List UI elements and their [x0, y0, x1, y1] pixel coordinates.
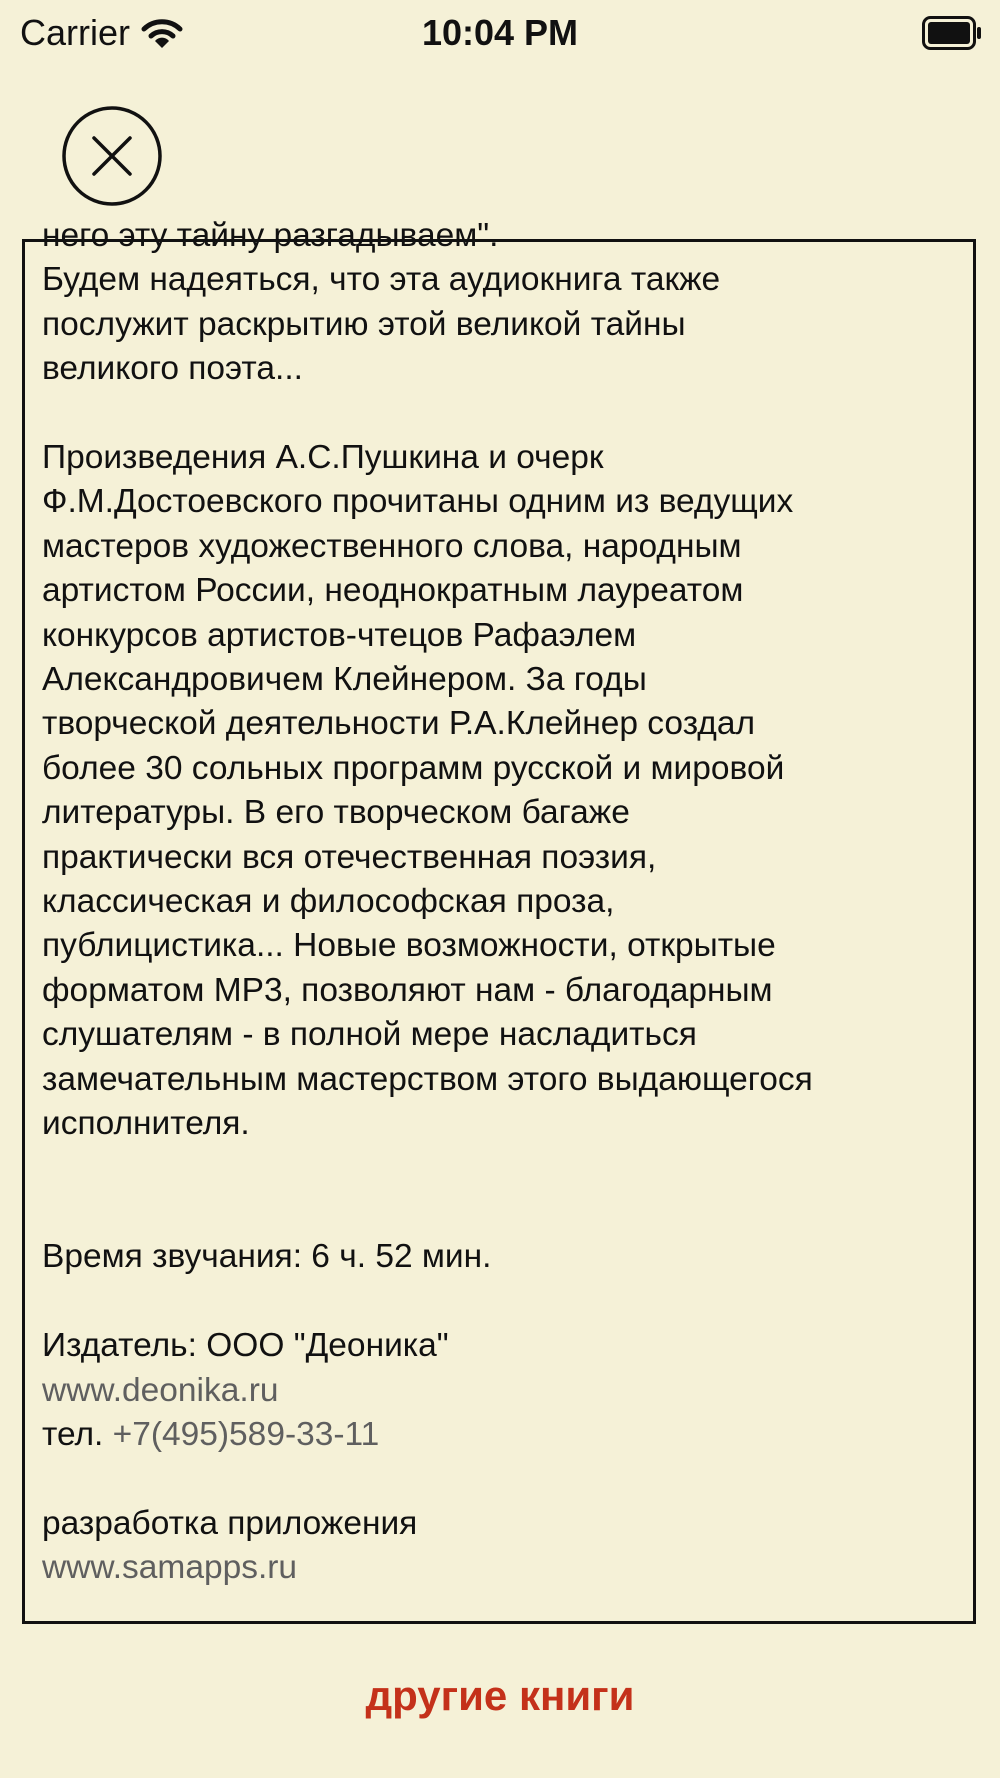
description-scroll-area[interactable]: [22, 217, 976, 1624]
developer-label: разработка приложения: [42, 1504, 418, 1542]
status-time: 10:04 PM: [421, 12, 579, 53]
text-line: форматом MP3, позволяют нам - благодарным: [42, 971, 773, 1009]
phone-label: тел.: [42, 1415, 113, 1453]
text-line: Будем надеяться, что эта аудиокнига также: [42, 261, 721, 299]
publisher-text: Издатель: ООО "Деоника": [42, 1327, 449, 1365]
text-line: великого поэта...: [42, 350, 303, 388]
text-line: творческой деятельности Р.А.Клейнер создал: [42, 705, 756, 743]
text-line: классическая и философская проза,: [42, 883, 615, 921]
text-line: конкурсов артистов-чтецов Рафаэлем: [42, 616, 637, 654]
text-line: публицистика... Новые возможности, открытые: [42, 927, 776, 965]
text-line: слушателям - в полной мере насладиться: [42, 1016, 697, 1054]
other-books-button[interactable]: другие книги: [0, 1672, 1000, 1720]
close-icon: [60, 104, 164, 208]
text-line: исполнителя.: [42, 1105, 250, 1143]
text-line: послужит раскрытию этой великой тайны: [42, 305, 686, 343]
battery-icon: [922, 16, 982, 50]
text-line: практически вся отечественная поэзия,: [42, 838, 657, 876]
carrier-label: Carrier: [20, 12, 131, 53]
text-line: артистом России, неоднократным лауреатом: [42, 572, 744, 610]
phone-link[interactable]: +7(495)589-33-11: [112, 1415, 380, 1453]
close-button[interactable]: [60, 104, 164, 208]
description-text: [42, 214, 961, 1591]
text-line: Произведения А.С.Пушкина и очерк: [42, 439, 604, 477]
publisher-site-link[interactable]: www.deonika.ru: [42, 1371, 279, 1409]
text-line: мастеров художественного слова, народным: [42, 527, 742, 565]
developer-site-link[interactable]: www.samapps.ru: [42, 1549, 298, 1587]
text-line: более 30 сольных программ русской и мировой: [42, 749, 785, 787]
text-line: Ф.М.Достоевского прочитаны одним из ведущих: [42, 483, 794, 521]
status-bar: [0, 0, 1000, 70]
text-line: литературы. В его творческом багаже: [42, 794, 630, 832]
text-line: Александровичем Клейнером. За годы: [42, 661, 647, 699]
text-line: замечательным мастерством этого выдающегося: [42, 1060, 813, 1098]
text-line: него эту тайну разгадываем".: [42, 217, 499, 254]
duration-text: Время звучания: 6 ч. 52 мин.: [42, 1238, 492, 1276]
